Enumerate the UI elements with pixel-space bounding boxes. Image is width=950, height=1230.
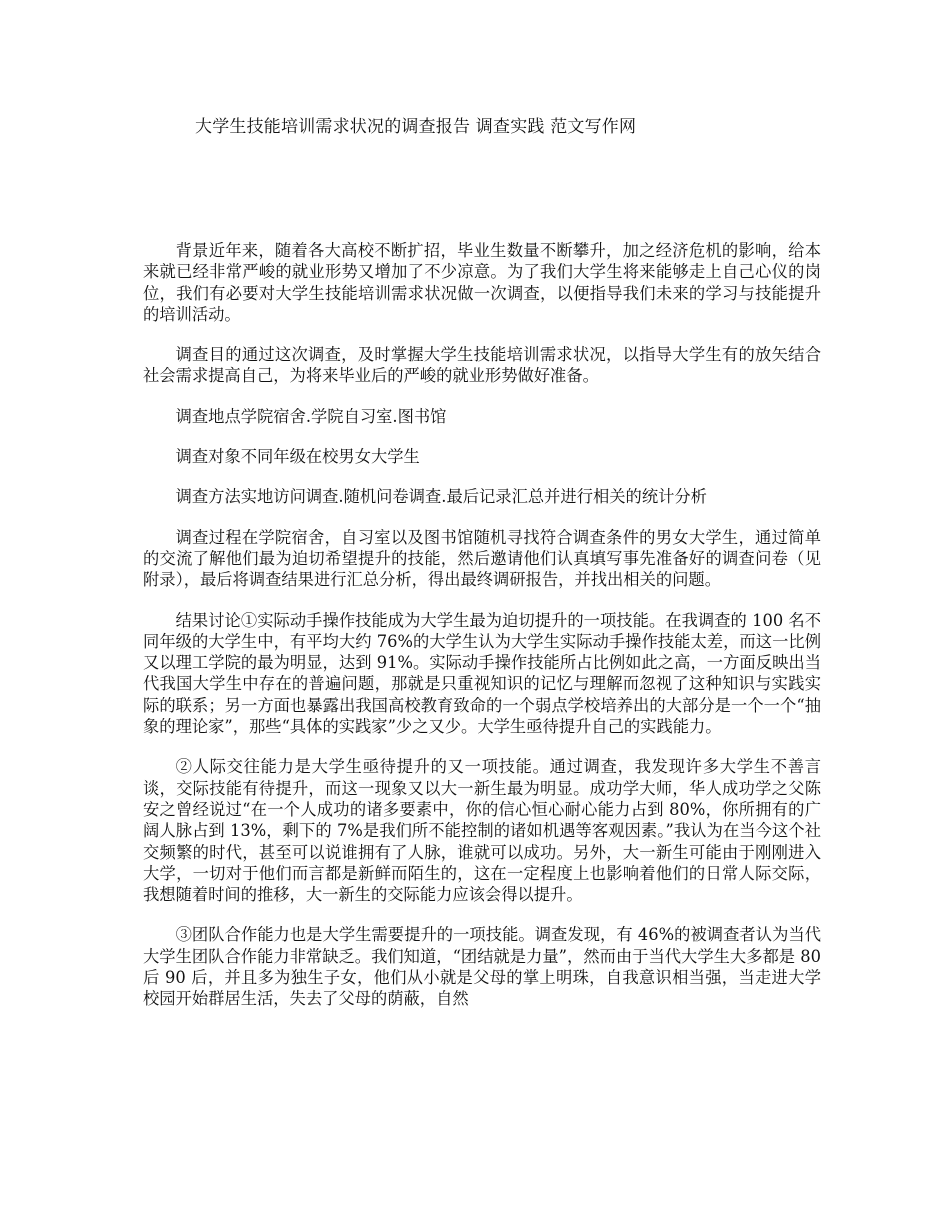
paragraph-subjects: 调查对象不同年级在校男女大学生 bbox=[175, 447, 420, 467]
paragraph-method: 调查方法实地访问调查.随机问卷调查.最后记录汇总并进行相关的统计分析 bbox=[175, 487, 707, 507]
paragraph-result-2: ②人际交往能力是大学生亟待提升的又一项技能。通过调查，我发现许多大学生不善言谈，交际技能有待提升，而这一现象又以大一新生最为明显。成功学大师，华人成功学之父陈安之曾经说过“在一个人成功的诸多要素中，你的信心恒心耐心能力占到 80%，你所拥有的广阔人脉占到 13%，剩下的 7%是我们所不能控制的诸如机遇等客观因素。”我认为在当今这个社交频繁的时代，甚至可以说谁拥有了人脉，谁就可以成功。另外，大一新生可能由于刚刚进入大学，一切对于他们而言都是新鲜而陌生的，这在一定程度上也影响着他们的日常人际交际，我想随着时间的推移，大一新生的交际能力应该会得以提升。 bbox=[143, 757, 821, 905]
paragraph-background: 背景近年来，随着各大高校不断扩招，毕业生数量不断攀升，加之经济危机的影响，给本来就已经非常严峻的就业形势又增加了不少凉意。为了我们大学生将来能够走上自己心仪的岗位，我们有必要对大学生技能培训需求状况做一次调查，以便指导我们未来的学习与技能提升的培训活动。 bbox=[143, 241, 821, 324]
paragraph-purpose: 调查目的通过这次调查，及时掌握大学生技能培训需求状况，以指导大学生有的放矢结合社会需求提高自己，为将来毕业后的严峻的就业形势做好准备。 bbox=[143, 345, 821, 386]
document-body bbox=[143, 240, 821, 1029]
paragraph-result-1: 结果讨论①实际动手操作技能成为大学生最为迫切提升的一项技能。在我调查的 100 名不同年级的大学生中，有平均大约 76%的大学生认为大学生实际动手操作技能太差，而这一比例又以理工学院的最为明显，达到 91%。实际动手操作技能所占比例如此之高，一方面反映出当代我国大学生中存在的普遍问题，那就是只重视知识的记忆与理解而忽视了这种知识与实践实际的联系；另一方面也暴露出我国高校教育致命的一个弱点学校培养出的大部分是一个一个“抽象的理论家”，那些“具体的实践家”少之又少。大学生亟待提升自己的实践能力。 bbox=[143, 610, 821, 737]
paragraph-process: 调查过程在学院宿舍，自习室以及图书馆随机寻找符合调查条件的男女大学生，通过简单的交流了解他们最为迫切希望提升的技能，然后邀请他们认真填写事先准备好的调查问卷（见附录），最后将调查结果进行汇总分析，得出最终调研报告，并找出相关的问题。 bbox=[143, 527, 821, 590]
paragraph-result-3: ③团队合作能力也是大学生需要提升的一项技能。调查发现，有 46%的被调查者认为当代大学生团队合作能力非常缺乏。我们知道，“团结就是力量”，然而由于当代大学生大多都是 80 后 90 后，并且多为独生子女，他们从小就是父母的掌上明珠，自我意识相当强，当走进大学校园开始群居生活，失去了父母的荫蔽，自然 bbox=[143, 925, 821, 1009]
document-title: 大学生技能培训需求状况的调查报告 调查实践 范文写作网 bbox=[195, 117, 637, 137]
paragraph-location: 调查地点学院宿舍.学院自习室.图书馆 bbox=[175, 406, 447, 426]
